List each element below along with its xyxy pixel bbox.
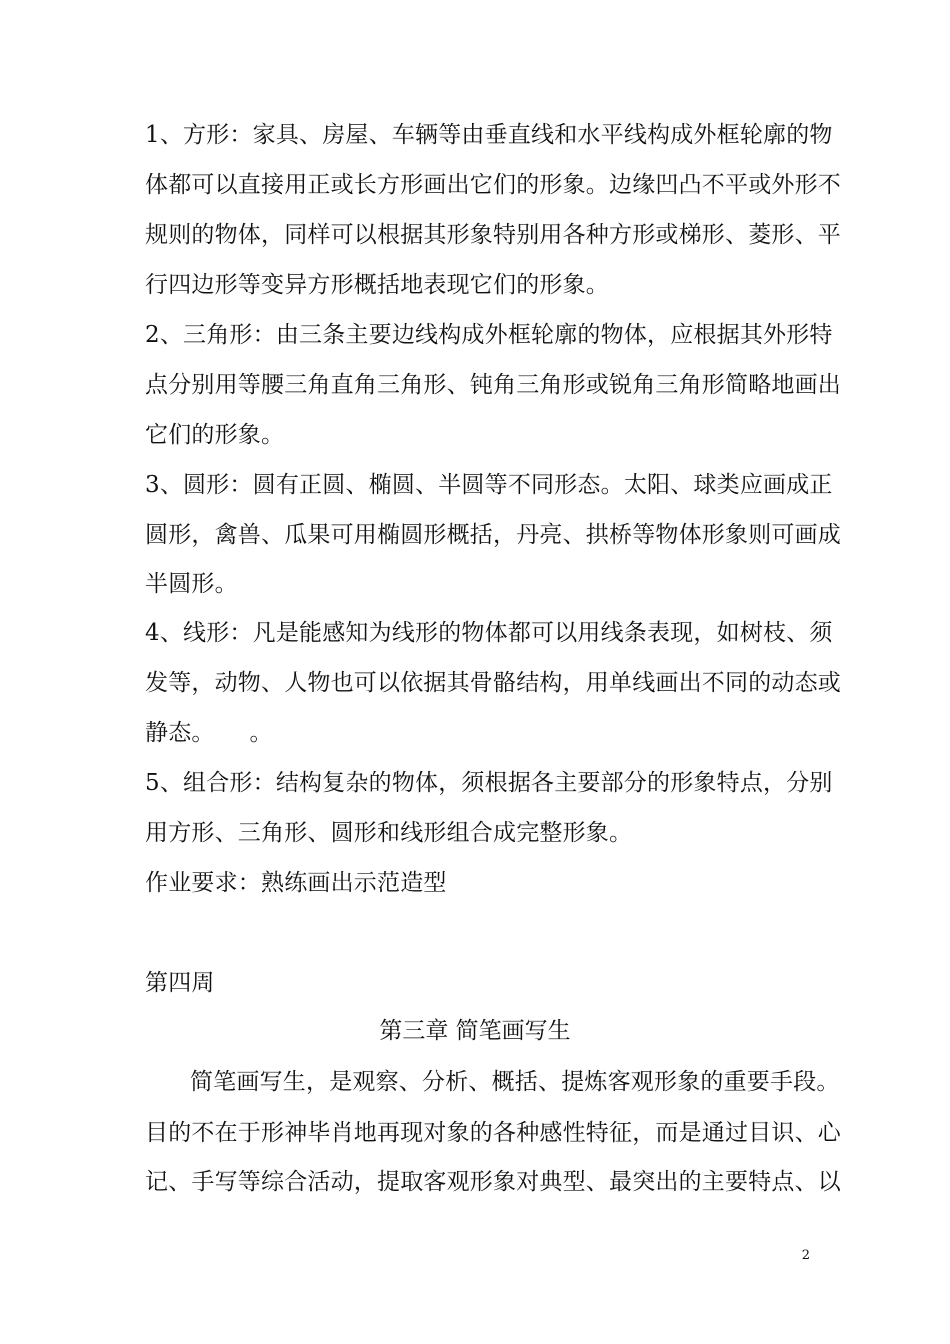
- chapter-title: 第三章 简笔画写生: [379, 1018, 571, 1044]
- paragraph-line: 3、圆形：圆有正圆、椭圆、半圆等不同形态。太阳、球类应画成正: [145, 472, 833, 498]
- paragraph-line: 圆形，禽兽、瓜果可用椭圆形概括，丹亮、拱桥等物体形象则可画成: [145, 522, 841, 548]
- homework-requirement: 作业要求：熟练画出示范造型: [145, 870, 447, 896]
- paragraph-line: 静态。 。: [145, 720, 273, 746]
- paragraph-line: 点分别用等腰三角直角三角形、钝角三角形或锐角三角形简略地画出: [145, 372, 841, 398]
- paragraph-line: 记、手写等综合活动，提取客观形象对典型、最突出的主要特点、以: [145, 1169, 841, 1195]
- paragraph-line: 2、三角形：由三条主要边线构成外框轮廓的物体，应根据其外形特: [145, 322, 833, 348]
- paragraph-line: 行四边形等变异方形概括地表现它们的形象。: [145, 272, 609, 298]
- paragraph-line: 用方形、三角形、圆形和线形组合成完整形象。: [145, 820, 633, 846]
- page-number: 2: [801, 1248, 810, 1263]
- paragraph-line: 体都可以直接用正或长方形画出它们的形象。边缘凹凸不平或外形不: [145, 172, 841, 198]
- paragraph-line: 它们的形象。: [145, 422, 285, 448]
- paragraph-line: 目的不在于形神毕肖地再现对象的各种感性特征，而是通过目识、心: [145, 1120, 841, 1146]
- paragraph-line: 4、线形：凡是能感知为线形的物体都可以用线条表现，如树枝、须: [145, 620, 833, 646]
- paragraph-line: 发等，动物、人物也可以依据其骨骼结构，用单线画出不同的动态或: [145, 670, 841, 696]
- paragraph-line: 规则的物体，同样可以根据其形象特别用各种方形或梯形、菱形、平: [145, 222, 841, 248]
- week-label: 第四周: [145, 970, 215, 996]
- paragraph-line: 1、方形：家具、房屋、车辆等由垂直线和水平线构成外框轮廓的物: [145, 122, 833, 148]
- paragraph-line: 5、组合形：结构复杂的物体，须根据各主要部分的形象特点，分别: [145, 770, 833, 796]
- paragraph-line: 半圆形。: [145, 571, 238, 597]
- paragraph-line: 简笔画写生，是观察、分析、概括、提炼客观形象的重要手段。: [190, 1069, 840, 1095]
